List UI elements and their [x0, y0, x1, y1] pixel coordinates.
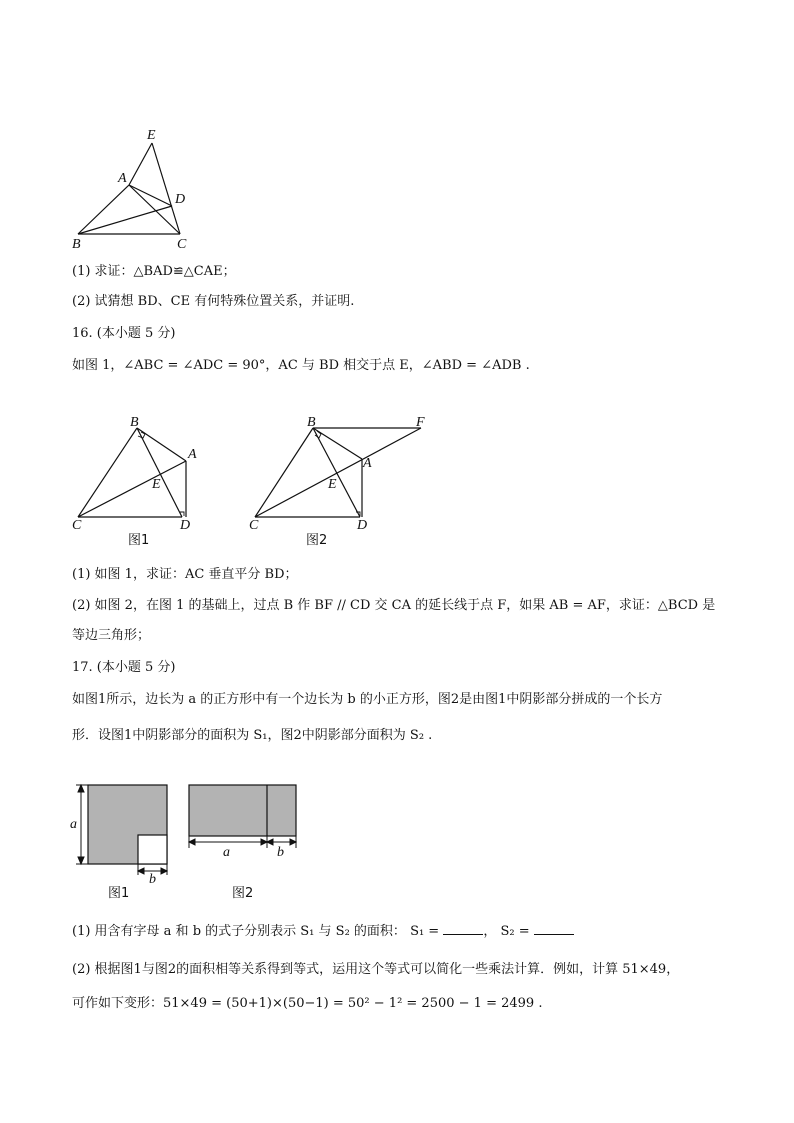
- figure-caption: 图2: [232, 886, 254, 901]
- q17-part2-line1: (2) 根据图1与图2的面积相等关系得到等式，运用这个等式可以简化一些乘法计算．例如，计算 51×49，: [72, 962, 680, 977]
- label-A: A: [188, 447, 197, 462]
- figure-q16-1: [66, 410, 206, 548]
- label-F: F: [416, 415, 425, 430]
- figure-q17-1: [66, 780, 176, 904]
- q17-heading: 17. (本小题 5 分): [72, 660, 176, 675]
- s2-answer-blank[interactable]: [534, 922, 574, 935]
- label-D: D: [175, 192, 186, 207]
- label-b: b: [149, 872, 156, 887]
- figure-caption: 图2: [306, 533, 328, 548]
- q16-part2-line2: 等边三角形；: [72, 628, 151, 643]
- label-A: A: [118, 171, 127, 186]
- q17-part1: (1) 用含有字母 a 和 b 的式子分别表示 S₁ 与 S₂ 的面积： S₁ = ， S₂ =: [72, 920, 574, 939]
- label-a: a: [223, 845, 230, 860]
- q17-part2-line2: 可作如下变形：51×49 = (50+1)×(50−1) = 50² − 1² = 2500 − 1 = 2499 .: [72, 996, 543, 1011]
- label-B: B: [72, 237, 81, 250]
- label-E: E: [328, 477, 337, 492]
- figure-q15: [66, 124, 206, 250]
- figure-q16-2: [244, 410, 444, 548]
- q16-part2-line1: (2) 如图 2，在图 1 的基础上，过点 B 作 BF // CD 交 CA 的延长线于点 F，如果 AB = AF，求证：△BCD 是: [72, 598, 716, 613]
- label-B: B: [307, 415, 316, 430]
- s2-label: S₂ =: [500, 924, 530, 939]
- q16-part1: (1) 如图 1，求证：AC 垂直平分 BD；: [72, 567, 298, 582]
- figure-q17-2: [180, 780, 310, 904]
- label-E: E: [147, 128, 156, 143]
- q16-stem: 如图 1，∠ABC = ∠ADC = 90°，AC 与 BD 相交于点 E，∠ABD = ∠ADB .: [72, 358, 530, 373]
- label-C: C: [177, 237, 187, 250]
- q17-part1-prefix: (1) 用含有字母 a 和 b 的式子分别表示 S₁ 与 S₂ 的面积：: [72, 924, 406, 939]
- q17-stem-line1: 如图1所示，边长为 a 的正方形中有一个边长为 b 的小正方形，图2是由图1中阴影部分拼成的一个长方: [72, 692, 663, 707]
- label-a: a: [70, 817, 77, 832]
- q16-heading: 16. (本小题 5 分): [72, 326, 176, 341]
- label-b: b: [277, 845, 284, 860]
- q15-part1: (1) 求证：△BAD≌△CAE；: [72, 264, 236, 279]
- q17-stem-line2: 形．设图1中阴影部分的面积为 S₁，图2中阴影部分面积为 S₂ .: [72, 728, 433, 743]
- label-A: A: [363, 456, 372, 471]
- label-D: D: [180, 518, 191, 533]
- label-B: B: [130, 415, 139, 430]
- label-D: D: [357, 518, 368, 533]
- s1-label: S₁ =: [410, 924, 440, 939]
- label-C: C: [72, 518, 82, 533]
- label-E: E: [152, 477, 161, 492]
- s1-answer-blank[interactable]: [443, 922, 483, 935]
- q15-part2: (2) 试猜想 BD、CE 有何特殊位置关系，并证明.: [72, 294, 355, 309]
- figure-caption: 图1: [128, 533, 150, 548]
- figure-caption: 图1: [108, 886, 130, 901]
- label-C: C: [249, 518, 259, 533]
